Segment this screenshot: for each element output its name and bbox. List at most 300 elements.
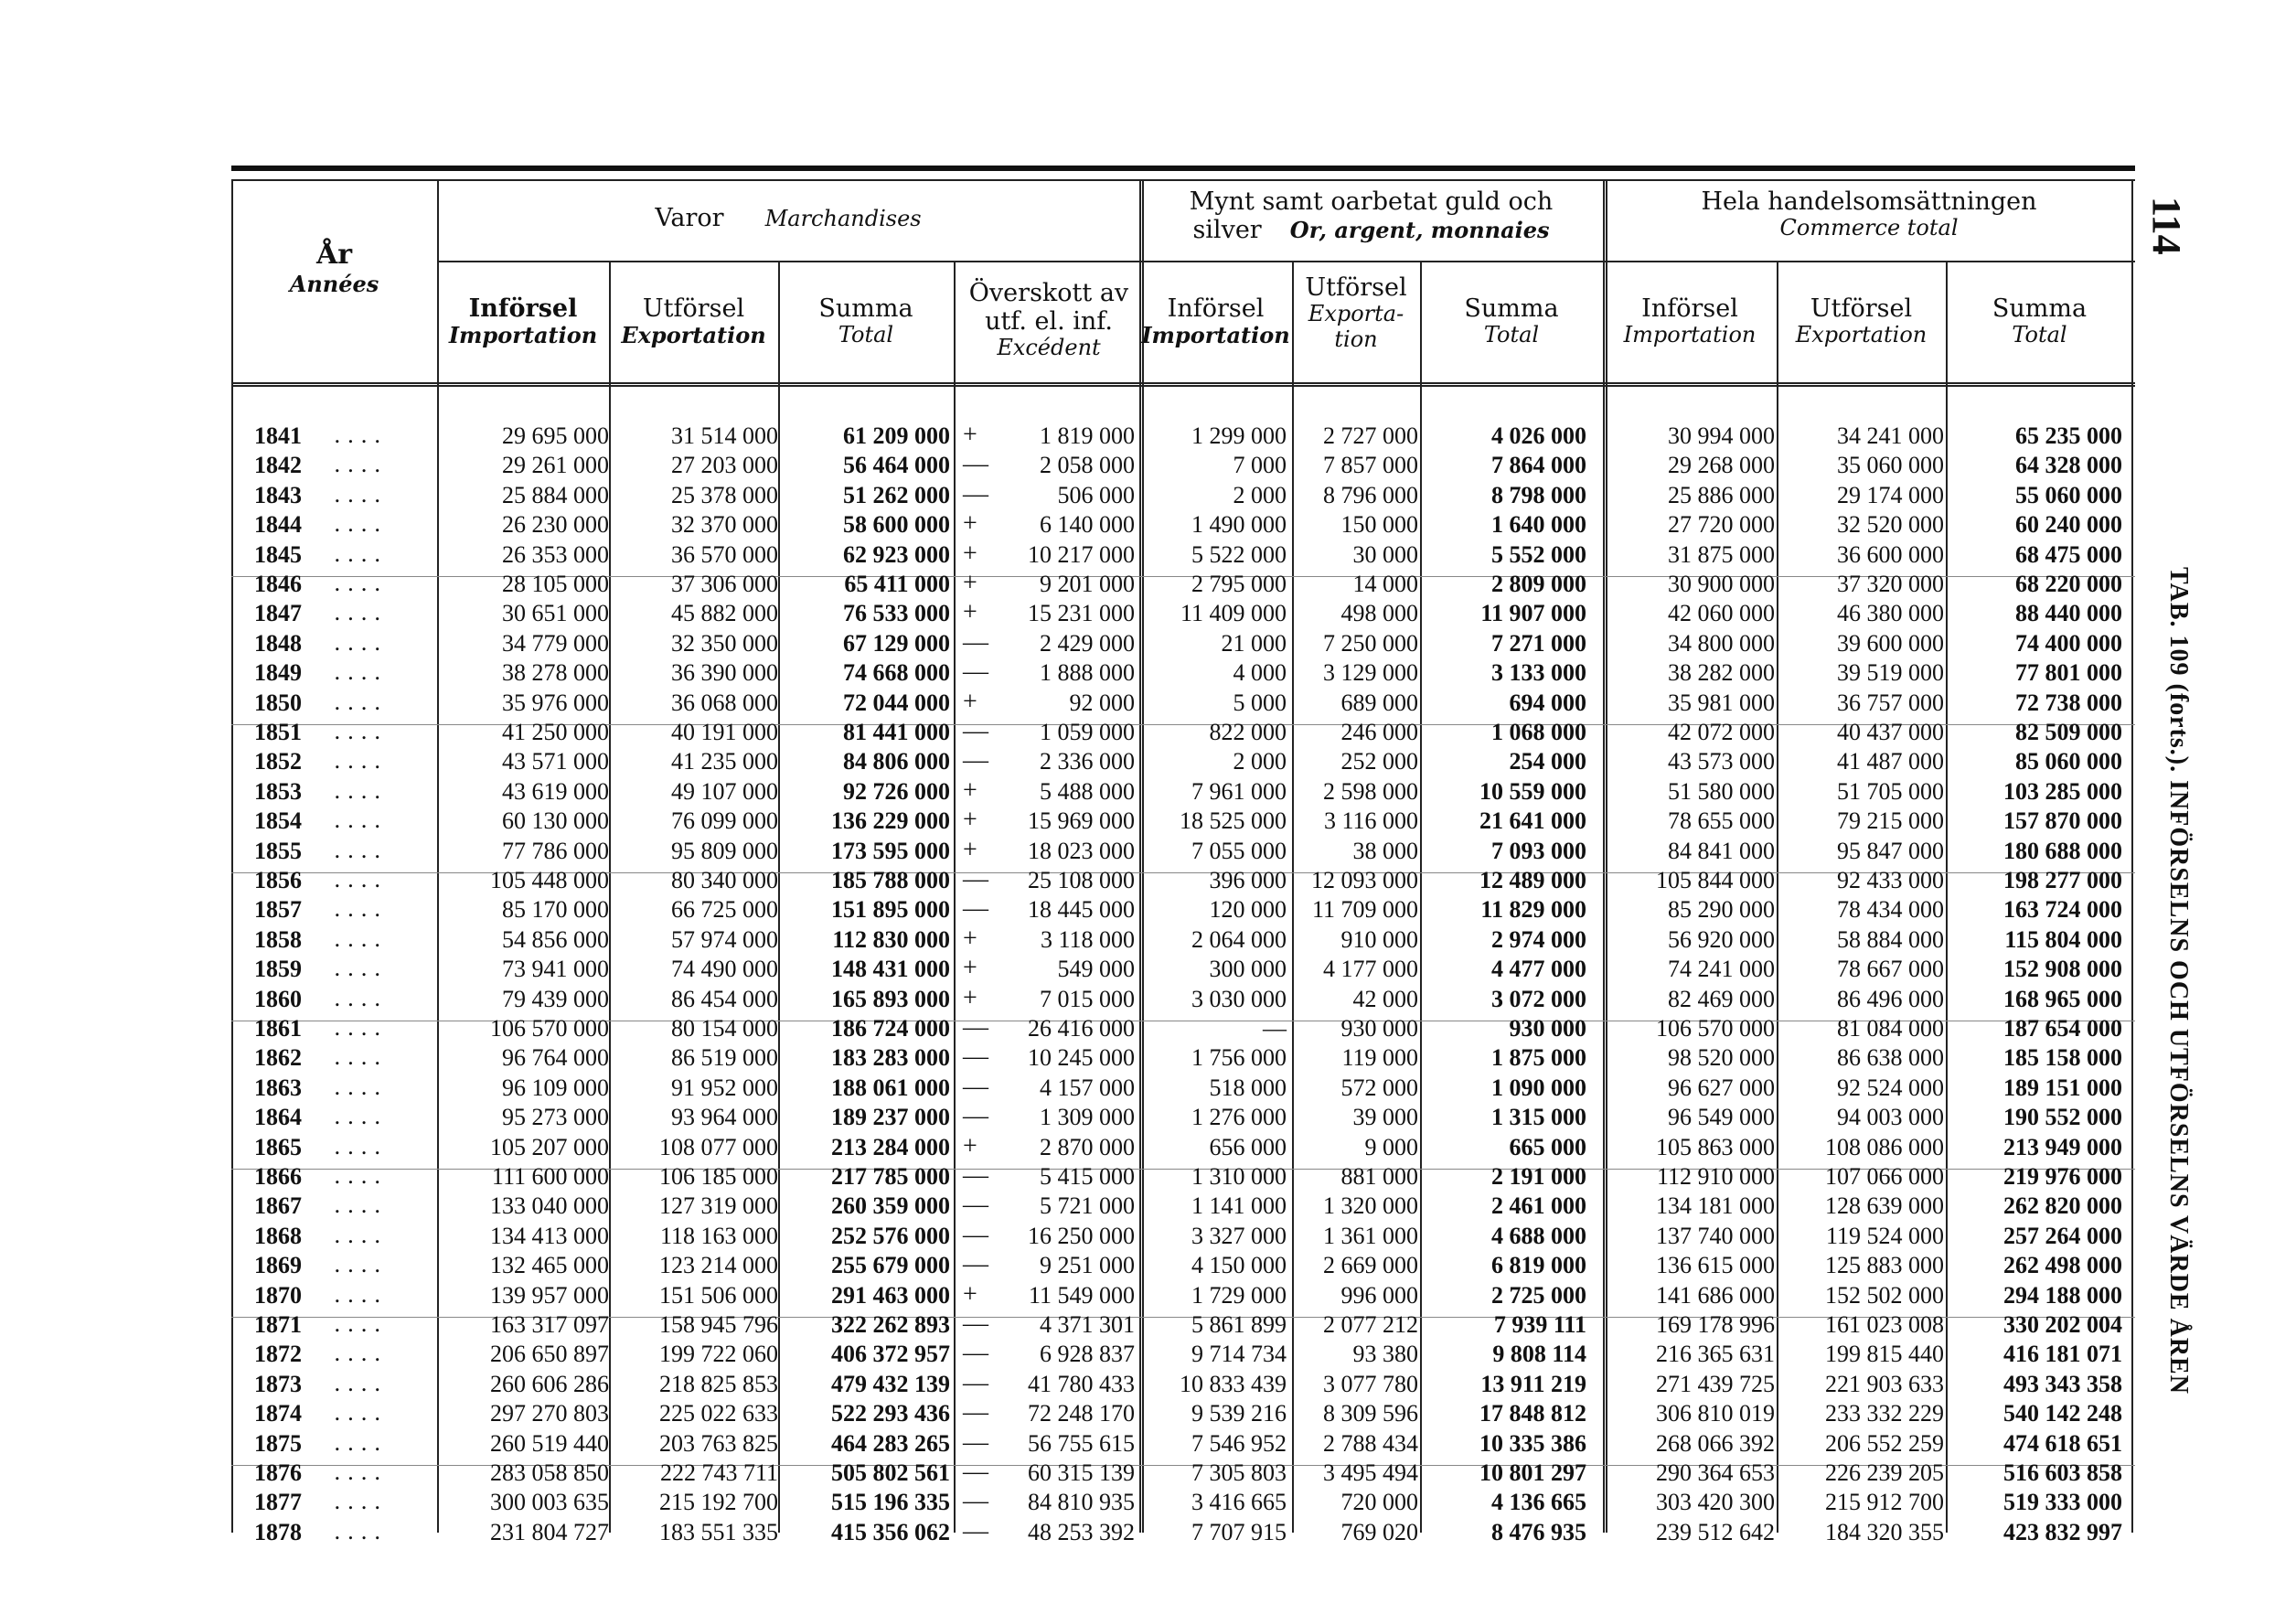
cell-v-sum: 185 788 000: [831, 867, 950, 893]
cell-h-sum: 65 235 000: [2015, 422, 2122, 449]
cell-sign: —: [963, 1368, 988, 1397]
cell-sign: —: [963, 717, 988, 745]
cell-exc: 549 000: [1057, 956, 1135, 983]
col-header: Utförsel Exportation: [621, 294, 766, 349]
row-year: 1845: [254, 540, 302, 568]
cell-v-sum: 188 061 000: [831, 1074, 950, 1101]
row-year: 1850: [254, 689, 302, 716]
cell-exc: 10 217 000: [1028, 540, 1135, 568]
cell-v-sum: 415 356 062: [831, 1518, 950, 1545]
cell-v-exp: 222 743 711: [659, 1459, 778, 1486]
cell-m-exp: 3 077 780: [1323, 1370, 1418, 1397]
leader-dots: ....: [334, 481, 388, 508]
cell-v-sum: 464 283 265: [831, 1429, 950, 1457]
cell-exc: 18 445 000: [1028, 896, 1135, 924]
cell-h-exp: 92 433 000: [1837, 867, 1944, 893]
row-year: 1858: [254, 925, 302, 953]
cell-m-imp: 822 000: [1209, 719, 1287, 745]
cell-m-sum: 930 000: [1509, 1015, 1586, 1042]
leader-dots: ....: [334, 540, 388, 567]
cell-m-sum: 2 461 000: [1491, 1192, 1586, 1220]
cell-v-sum: 291 463 000: [831, 1281, 950, 1309]
leader-dots: ....: [334, 422, 388, 448]
cell-h-sum: 219 976 000: [2003, 1163, 2122, 1190]
cell-h-sum: 85 060 000: [2015, 748, 2122, 775]
cell-exc: 5 415 000: [1040, 1163, 1135, 1190]
cell-exc: 2 336 000: [1040, 748, 1135, 775]
row-year: 1864: [254, 1104, 302, 1131]
cell-sign: —: [963, 1398, 988, 1427]
cell-v-exp: 36 570 000: [671, 540, 778, 568]
cell-m-sum: 7 864 000: [1491, 452, 1586, 479]
cell-m-imp: 7 707 915: [1191, 1518, 1287, 1545]
cell-v-sum: 65 411 000: [844, 571, 950, 597]
cell-m-sum: 1 875 000: [1491, 1044, 1586, 1072]
cell-v-sum: 213 284 000: [831, 1133, 950, 1160]
cell-h-imp: 306 810 019: [1656, 1400, 1775, 1427]
cell-v-imp: 28 105 000: [502, 571, 609, 597]
cell-m-imp: 2 000: [1233, 481, 1287, 508]
cell-h-sum: 115 804 000: [2004, 925, 2122, 953]
cell-v-sum: 515 196 335: [831, 1489, 950, 1516]
cell-m-imp: 18 525 000: [1180, 807, 1287, 835]
cell-h-exp: 107 066 000: [1825, 1163, 1944, 1190]
cell-h-imp: 82 469 000: [1668, 985, 1775, 1012]
cell-h-sum: 55 060 000: [2015, 481, 2122, 508]
cell-v-sum: 51 262 000: [843, 481, 950, 508]
cell-sign: —: [963, 1102, 988, 1131]
cell-h-sum: 180 688 000: [2003, 837, 2122, 864]
leader-dots: ....: [334, 719, 388, 744]
cell-v-exp: 80 154 000: [671, 1015, 778, 1042]
cell-m-sum: 3 133 000: [1491, 659, 1586, 687]
cell-sign: —: [963, 479, 988, 508]
row-year: 1873: [254, 1370, 302, 1397]
leader-dots: ....: [334, 1044, 388, 1071]
cell-m-sum: 1 068 000: [1491, 719, 1586, 745]
row-year: 1852: [254, 748, 302, 775]
cell-m-imp: 7 546 952: [1191, 1429, 1287, 1457]
cell-h-sum: 60 240 000: [2015, 511, 2122, 539]
cell-m-exp: 39 000: [1352, 1104, 1418, 1131]
cell-sign: —: [963, 865, 988, 893]
cell-h-sum: 77 801 000: [2015, 659, 2122, 687]
leader-dots: ....: [334, 689, 388, 715]
cell-v-imp: 106 570 000: [490, 1015, 609, 1042]
cell-exc: 1 309 000: [1040, 1104, 1135, 1131]
cell-m-sum: 254 000: [1509, 748, 1586, 775]
cell-h-imp: 216 365 631: [1656, 1341, 1775, 1368]
cell-h-exp: 79 215 000: [1837, 807, 1944, 835]
cell-v-imp: 35 976 000: [502, 689, 609, 716]
cell-m-exp: 498 000: [1340, 600, 1418, 627]
cell-m-exp: 2 669 000: [1323, 1252, 1418, 1279]
cell-v-imp: 29 695 000: [502, 422, 609, 449]
cell-v-sum: 260 359 000: [831, 1192, 950, 1220]
cell-m-exp: 930 000: [1340, 1015, 1418, 1042]
leader-dots: ....: [334, 1074, 388, 1100]
cell-h-imp: 96 549 000: [1668, 1104, 1775, 1131]
cell-v-sum: 479 432 139: [831, 1370, 950, 1397]
col-header: Summa Total: [818, 294, 913, 348]
cell-v-sum: 522 293 436: [831, 1400, 950, 1427]
cell-m-sum: 2 725 000: [1491, 1281, 1586, 1309]
cell-v-exp: 86 519 000: [671, 1044, 778, 1072]
cell-h-sum: 294 188 000: [2003, 1281, 2122, 1309]
leader-dots: ....: [334, 925, 388, 952]
cell-sign: +: [963, 569, 977, 597]
cell-v-imp: 206 650 897: [490, 1341, 609, 1368]
cell-sign: —: [963, 1013, 988, 1042]
cell-m-sum: 4 477 000: [1491, 956, 1586, 983]
cell-h-sum: 493 343 358: [2003, 1370, 2122, 1397]
cell-v-imp: 26 230 000: [502, 511, 609, 539]
cell-h-imp: 25 886 000: [1668, 481, 1775, 508]
cell-m-exp: 3 129 000: [1323, 659, 1418, 687]
cell-h-imp: 30 994 000: [1668, 422, 1775, 449]
cell-h-exp: 29 174 000: [1837, 481, 1944, 508]
cell-m-imp: 2 064 000: [1191, 925, 1287, 953]
cell-exc: 72 248 170: [1028, 1400, 1135, 1427]
cell-h-imp: 42 072 000: [1668, 719, 1775, 745]
rule: [437, 261, 2135, 262]
cell-h-sum: 423 832 997: [2003, 1518, 2122, 1545]
cell-v-imp: 260 519 440: [490, 1429, 609, 1457]
cell-exc: 26 416 000: [1028, 1015, 1135, 1042]
cell-v-imp: 41 250 000: [502, 719, 609, 745]
cell-h-exp: 184 320 355: [1825, 1518, 1944, 1545]
cell-v-sum: 76 533 000: [843, 600, 950, 627]
cell-v-imp: 43 619 000: [502, 777, 609, 805]
leader-dots: ....: [334, 1252, 388, 1278]
cell-h-sum: 516 603 858: [2003, 1459, 2122, 1486]
row-year: 1863: [254, 1074, 302, 1101]
cell-exc: 6 140 000: [1040, 511, 1135, 539]
cell-m-exp: 252 000: [1340, 748, 1418, 775]
cell-m-exp: 769 020: [1340, 1518, 1418, 1545]
cell-m-sum: 1 315 000: [1491, 1104, 1586, 1131]
cell-m-sum: 7 939 111: [1493, 1311, 1586, 1338]
cell-v-exp: 66 725 000: [671, 896, 778, 924]
cell-h-exp: 39 519 000: [1837, 659, 1944, 687]
cell-h-imp: 35 981 000: [1668, 689, 1775, 716]
cell-v-imp: 73 941 000: [502, 956, 609, 983]
row-year: 1849: [254, 659, 302, 687]
cell-h-exp: 199 815 440: [1825, 1341, 1944, 1368]
cell-h-sum: 185 158 000: [2003, 1044, 2122, 1072]
cell-v-sum: 173 595 000: [831, 837, 950, 864]
cell-m-sum: 11 907 000: [1480, 600, 1586, 627]
row-year: 1870: [254, 1281, 302, 1309]
cell-exc: 2 870 000: [1040, 1133, 1135, 1160]
cell-m-exp: 12 093 000: [1311, 867, 1418, 893]
cell-sign: +: [963, 421, 977, 449]
row-year: 1868: [254, 1222, 302, 1249]
row-year: 1871: [254, 1311, 302, 1338]
cell-h-imp: 84 841 000: [1668, 837, 1775, 864]
cell-exc: 41 780 433: [1028, 1370, 1135, 1397]
cell-v-sum: 56 464 000: [843, 452, 950, 479]
leader-dots: ....: [334, 659, 388, 686]
cell-h-sum: 474 618 651: [2003, 1429, 2122, 1457]
row-year: 1857: [254, 896, 302, 924]
row-year: 1877: [254, 1489, 302, 1516]
cell-m-sum: 2 191 000: [1491, 1163, 1586, 1190]
cell-exc: 4 157 000: [1040, 1074, 1135, 1101]
cell-m-sum: 5 552 000: [1491, 540, 1586, 568]
cell-h-exp: 46 380 000: [1837, 600, 1944, 627]
cell-sign: +: [963, 598, 977, 627]
cell-m-sum: 7 271 000: [1491, 629, 1586, 657]
cell-exc: 15 969 000: [1028, 807, 1135, 835]
cell-m-exp: 38 000: [1352, 837, 1418, 864]
cell-sign: +: [963, 835, 977, 864]
cell-exc: 506 000: [1057, 481, 1135, 508]
leader-dots: ....: [334, 452, 388, 478]
row-year: 1862: [254, 1044, 302, 1072]
cell-sign: —: [963, 627, 988, 657]
cell-h-exp: 78 434 000: [1837, 896, 1944, 924]
cell-m-exp: 2 077 212: [1323, 1311, 1418, 1338]
cell-exc: 1 819 000: [1040, 422, 1135, 449]
cell-v-exp: 158 945 796: [659, 1311, 778, 1338]
cell-h-sum: 330 202 004: [2003, 1311, 2122, 1338]
leader-dots: ....: [334, 956, 388, 982]
leader-dots: ....: [334, 837, 388, 863]
cell-v-sum: 255 679 000: [831, 1252, 950, 1279]
cell-v-sum: 183 283 000: [831, 1044, 950, 1072]
cell-v-sum: 165 893 000: [831, 985, 950, 1012]
cell-m-sum: 2 809 000: [1491, 571, 1586, 597]
cell-v-exp: 225 022 633: [659, 1400, 778, 1427]
cell-h-exp: 34 241 000: [1837, 422, 1944, 449]
cell-h-exp: 95 847 000: [1837, 837, 1944, 864]
cell-m-exp: 42 000: [1352, 985, 1418, 1012]
cell-h-exp: 94 003 000: [1837, 1104, 1944, 1131]
cell-h-sum: 519 333 000: [2003, 1489, 2122, 1516]
cell-exc: 6 928 837: [1040, 1341, 1135, 1368]
leader-dots: ....: [334, 1222, 388, 1248]
cell-h-imp: 290 364 653: [1656, 1459, 1775, 1486]
cell-v-exp: 80 340 000: [671, 867, 778, 893]
cell-exc: 3 118 000: [1040, 925, 1135, 953]
row-year: 1841: [254, 422, 302, 449]
col-header: Summa Total: [1464, 294, 1559, 348]
col-header: Införsel Importation: [1141, 294, 1290, 349]
cell-m-imp: 3 416 665: [1191, 1489, 1287, 1516]
cell-m-imp: 2 000: [1233, 748, 1287, 775]
cell-v-exp: 40 191 000: [671, 719, 778, 745]
cell-v-imp: 297 270 803: [490, 1400, 609, 1427]
cell-h-sum: 64 328 000: [2015, 452, 2122, 479]
cell-v-exp: 106 185 000: [659, 1163, 778, 1190]
leader-dots: ....: [334, 807, 388, 834]
cell-m-sum: 3 072 000: [1491, 985, 1586, 1012]
cell-sign: —: [963, 1516, 988, 1545]
cell-h-sum: 189 151 000: [2003, 1074, 2122, 1101]
cell-h-exp: 221 903 633: [1825, 1370, 1944, 1397]
cell-v-imp: 132 465 000: [490, 1252, 609, 1279]
cell-exc: 11 549 000: [1028, 1281, 1135, 1309]
cell-sign: —: [963, 1427, 988, 1457]
row-year: 1874: [254, 1400, 302, 1427]
header-varor: Varor Marchandises: [655, 204, 922, 232]
cell-h-sum: 198 277 000: [2003, 867, 2122, 893]
cell-v-imp: 29 261 000: [502, 452, 609, 479]
cell-m-imp: 656 000: [1209, 1133, 1287, 1160]
cell-m-imp: 120 000: [1209, 896, 1287, 924]
cell-v-exp: 41 235 000: [671, 748, 778, 775]
cell-m-imp: 5 861 899: [1191, 1311, 1287, 1338]
cell-exc: 56 755 615: [1028, 1429, 1135, 1457]
cell-h-imp: 51 580 000: [1668, 777, 1775, 805]
cell-v-sum: 72 044 000: [843, 689, 950, 716]
cell-sign: +: [963, 924, 977, 953]
cell-m-imp: 21 000: [1221, 629, 1287, 657]
row-year: 1843: [254, 481, 302, 508]
row-year: 1848: [254, 629, 302, 657]
cell-v-imp: 95 273 000: [502, 1104, 609, 1131]
cell-sign: +: [963, 509, 977, 539]
cell-m-sum: 17 848 812: [1479, 1400, 1586, 1427]
cell-m-sum: 8 476 935: [1491, 1518, 1586, 1545]
cell-h-imp: 31 875 000: [1668, 540, 1775, 568]
cell-h-imp: 105 863 000: [1656, 1133, 1775, 1160]
cell-sign: +: [963, 1131, 977, 1160]
cell-m-imp: 10 833 439: [1180, 1370, 1287, 1397]
row-year: 1854: [254, 807, 302, 835]
cell-v-exp: 218 825 853: [659, 1370, 778, 1397]
cell-h-imp: 34 800 000: [1668, 629, 1775, 657]
cell-v-sum: 151 895 000: [831, 896, 950, 924]
cell-m-exp: 2 598 000: [1323, 777, 1418, 805]
leader-dots: ....: [334, 1429, 388, 1456]
leader-dots: ....: [334, 867, 388, 893]
cell-m-sum: 4 688 000: [1491, 1222, 1586, 1249]
cell-v-exp: 127 319 000: [659, 1192, 778, 1220]
cell-v-exp: 36 068 000: [671, 689, 778, 716]
cell-h-exp: 58 884 000: [1837, 925, 1944, 953]
cell-h-imp: 96 627 000: [1668, 1074, 1775, 1101]
cell-h-sum: 213 949 000: [2003, 1133, 2122, 1160]
cell-v-imp: 133 040 000: [490, 1192, 609, 1220]
leader-dots: ....: [334, 777, 388, 804]
cell-h-sum: 103 285 000: [2003, 777, 2122, 805]
cell-v-sum: 217 785 000: [831, 1163, 950, 1190]
cell-v-exp: 37 306 000: [671, 571, 778, 597]
cell-h-imp: 27 720 000: [1668, 511, 1775, 539]
cell-h-imp: 78 655 000: [1668, 807, 1775, 835]
cell-h-sum: 82 509 000: [2015, 719, 2122, 745]
cell-v-exp: 76 099 000: [671, 807, 778, 835]
cell-h-exp: 119 524 000: [1825, 1222, 1944, 1249]
cell-m-exp: 8 796 000: [1323, 481, 1418, 508]
cell-v-imp: 111 600 000: [491, 1163, 609, 1190]
cell-m-sum: 10 801 297: [1479, 1459, 1586, 1486]
cell-h-imp: 43 573 000: [1668, 748, 1775, 775]
cell-h-sum: 257 264 000: [2003, 1222, 2122, 1249]
cell-m-exp: 1 320 000: [1323, 1192, 1418, 1220]
cell-h-exp: 37 320 000: [1837, 571, 1944, 597]
cell-h-imp: 106 570 000: [1656, 1015, 1775, 1042]
cell-exc: 1 059 000: [1040, 719, 1135, 745]
cell-h-sum: 262 498 000: [2003, 1252, 2122, 1279]
cell-sign: —: [963, 1458, 988, 1486]
cell-v-exp: 27 203 000: [671, 452, 778, 479]
cell-h-exp: 152 502 000: [1825, 1281, 1944, 1309]
leader-dots: ....: [334, 600, 388, 626]
cell-sign: —: [963, 1220, 988, 1249]
cell-v-exp: 93 964 000: [671, 1104, 778, 1131]
cell-m-imp: 4 150 000: [1191, 1252, 1287, 1279]
cell-m-exp: 996 000: [1340, 1281, 1418, 1309]
cell-m-sum: 7 093 000: [1491, 837, 1586, 864]
row-year: 1861: [254, 1015, 302, 1042]
cell-h-exp: 206 552 259: [1825, 1429, 1944, 1457]
cell-h-exp: 41 487 000: [1837, 748, 1944, 775]
cell-v-exp: 123 214 000: [659, 1252, 778, 1279]
cell-m-imp: —: [1263, 1015, 1287, 1042]
cell-m-sum: 10 335 386: [1479, 1429, 1586, 1457]
leader-dots: ....: [334, 1370, 388, 1396]
cell-h-sum: 416 181 071: [2003, 1341, 2122, 1368]
cell-h-exp: 36 757 000: [1837, 689, 1944, 716]
cell-m-imp: 396 000: [1209, 867, 1287, 893]
cell-exc: 60 315 139: [1028, 1459, 1135, 1486]
leader-dots: ....: [334, 571, 388, 596]
cell-sign: +: [963, 983, 977, 1012]
cell-v-exp: 215 192 700: [659, 1489, 778, 1516]
cell-sign: —: [963, 1042, 988, 1072]
cell-v-imp: 25 884 000: [502, 481, 609, 508]
cell-v-imp: 79 439 000: [502, 985, 609, 1012]
cell-sign: —: [963, 450, 988, 479]
cell-m-exp: 572 000: [1340, 1074, 1418, 1101]
cell-v-imp: 96 764 000: [502, 1044, 609, 1072]
cell-v-imp: 60 130 000: [502, 807, 609, 835]
leader-dots: ....: [334, 1104, 388, 1130]
cell-m-exp: 7 250 000: [1323, 629, 1418, 657]
cell-sign: —: [963, 1161, 988, 1190]
cell-h-exp: 233 332 229: [1825, 1400, 1944, 1427]
cell-m-imp: 2 795 000: [1191, 571, 1287, 597]
cell-sign: —: [963, 1309, 988, 1338]
cell-h-imp: 42 060 000: [1668, 600, 1775, 627]
leader-dots: ....: [334, 896, 388, 923]
cell-m-imp: 5 522 000: [1191, 540, 1287, 568]
cell-exc: 16 250 000: [1028, 1222, 1135, 1249]
cell-v-exp: 36 390 000: [671, 659, 778, 687]
col-header: Överskott av utf. el. inf. Excédent: [968, 279, 1129, 361]
row-year: 1867: [254, 1192, 302, 1220]
leader-dots: ....: [334, 1133, 388, 1160]
cell-m-sum: 12 489 000: [1479, 867, 1586, 893]
cell-m-exp: 7 857 000: [1323, 452, 1418, 479]
cell-h-imp: 134 181 000: [1656, 1192, 1775, 1220]
cell-h-sum: 72 738 000: [2015, 689, 2122, 716]
cell-m-imp: 1 299 000: [1191, 422, 1287, 449]
cell-h-imp: 303 420 300: [1656, 1489, 1775, 1516]
cell-v-exp: 49 107 000: [671, 777, 778, 805]
cell-m-exp: 1 361 000: [1323, 1222, 1418, 1249]
cell-sign: —: [963, 1250, 988, 1279]
cell-m-imp: 300 000: [1209, 956, 1287, 983]
cell-h-exp: 128 639 000: [1825, 1192, 1944, 1220]
row-year: 1875: [254, 1429, 302, 1457]
cell-h-sum: 187 654 000: [2003, 1015, 2122, 1042]
cell-v-sum: 74 668 000: [843, 659, 950, 687]
row-year: 1859: [254, 956, 302, 983]
